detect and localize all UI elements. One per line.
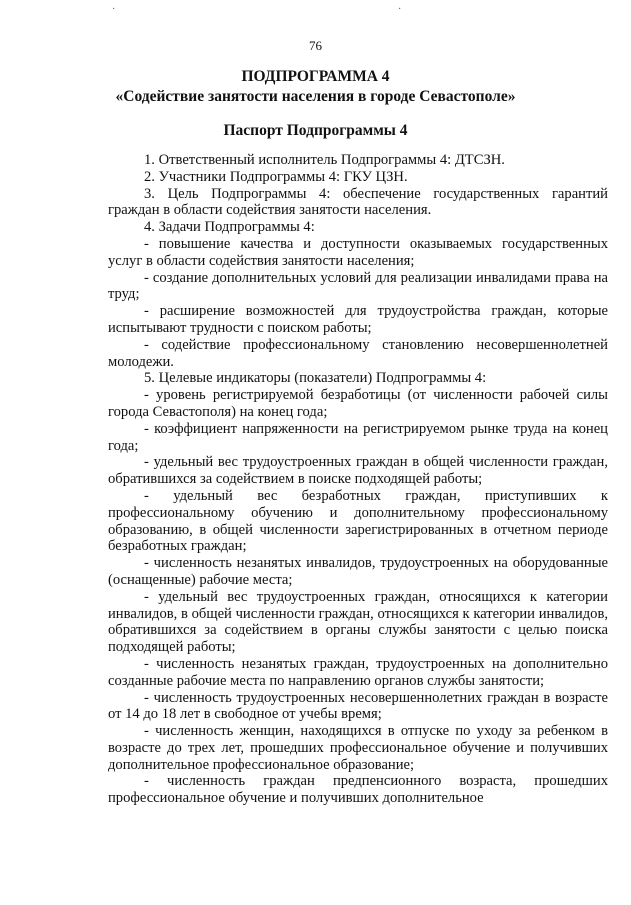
scan-speck: · [398, 4, 402, 15]
paragraph: 5. Целевые индикаторы (показатели) Подпрограммы 4: [144, 370, 487, 387]
paragraph: 4. Задачи Подпрограммы 4: [144, 219, 315, 236]
paragraph: 1. Ответственный исполнитель Подпрограммы 4: ДТСЗН. [144, 152, 505, 168]
paragraph: - численность незанятых инвалидов, трудоустроенных на оборудованные (оснащенные) рабочие места; [108, 555, 608, 588]
paragraph: - повышение качества и доступности оказываемых государственных услуг в области содействия занятости населения; [108, 235, 608, 269]
page-number: 76 [309, 38, 322, 53]
scan-speck: · [112, 4, 116, 15]
paragraph: 2. Участники Подпрограммы 4: ГКУ ЦЗН. [144, 168, 408, 185]
document-subtitle: «Содействие занятости населения в городе Севастополе» [115, 88, 516, 105]
paragraph: - удельный вес безработных граждан, приступивших к профессиональному обучению и дополнительному профессиональному образованию, в общей численности зарегистрированных в отчетном периоде безработных граждан; [108, 487, 608, 555]
document-title: ПОДПРОГРАММА 4 [241, 68, 390, 85]
paragraph: - численность незанятых граждан, трудоустроенных на дополнительно созданные рабочие места по направлению органов службы занятости; [108, 655, 608, 689]
paragraph: - численность граждан предпенсионного возраста, прошедших профессиональное обучение и получивших дополнительное [108, 773, 608, 807]
paragraph: 3. Цель Подпрограммы 4: обеспечение государственных гарантий граждан в области содействия занятости населения. [108, 185, 608, 219]
paragraph: - удельный вес трудоустроенных граждан, относящихся к категории инвалидов, в общей численности граждан, относящихся к категории инвалидов, обратившихся за содействием в органы службы занятости с целью поиска подходящей работы; [108, 588, 608, 656]
passport-title: Паспорт Подпрограммы 4 [223, 122, 408, 139]
paragraph: - содействие профессиональному становлению несовершеннолетней молодежи. [108, 336, 608, 370]
paragraph: - коэффициент напряженности на регистрируемом рынке труда на конец года; [108, 420, 608, 454]
document-body [108, 152, 608, 807]
paragraph: - уровень регистрируемой безработицы (от численности рабочей силы города Севастополя) на конец года; [108, 387, 608, 420]
paragraph: - численность женщин, находящихся в отпуске по уходу за ребенком в возрасте до трех лет, прошедших профессиональное обучение и получивших дополнительное профессиональное образование; [108, 723, 608, 773]
paragraph: - создание дополнительных условий для реализации инвалидами права на труд; [108, 269, 608, 303]
paragraph: - удельный вес трудоустроенных граждан в общей численности граждан, обратившихся за содействием в поиске подходящей работы; [108, 454, 608, 488]
paragraph: - расширение возможностей для трудоустройства граждан, которые испытывают трудности с поиском работы; [108, 303, 608, 336]
paragraph: - численность трудоустроенных несовершеннолетних граждан в возрасте от 14 до 18 лет в свободное от учебы время; [108, 689, 608, 723]
